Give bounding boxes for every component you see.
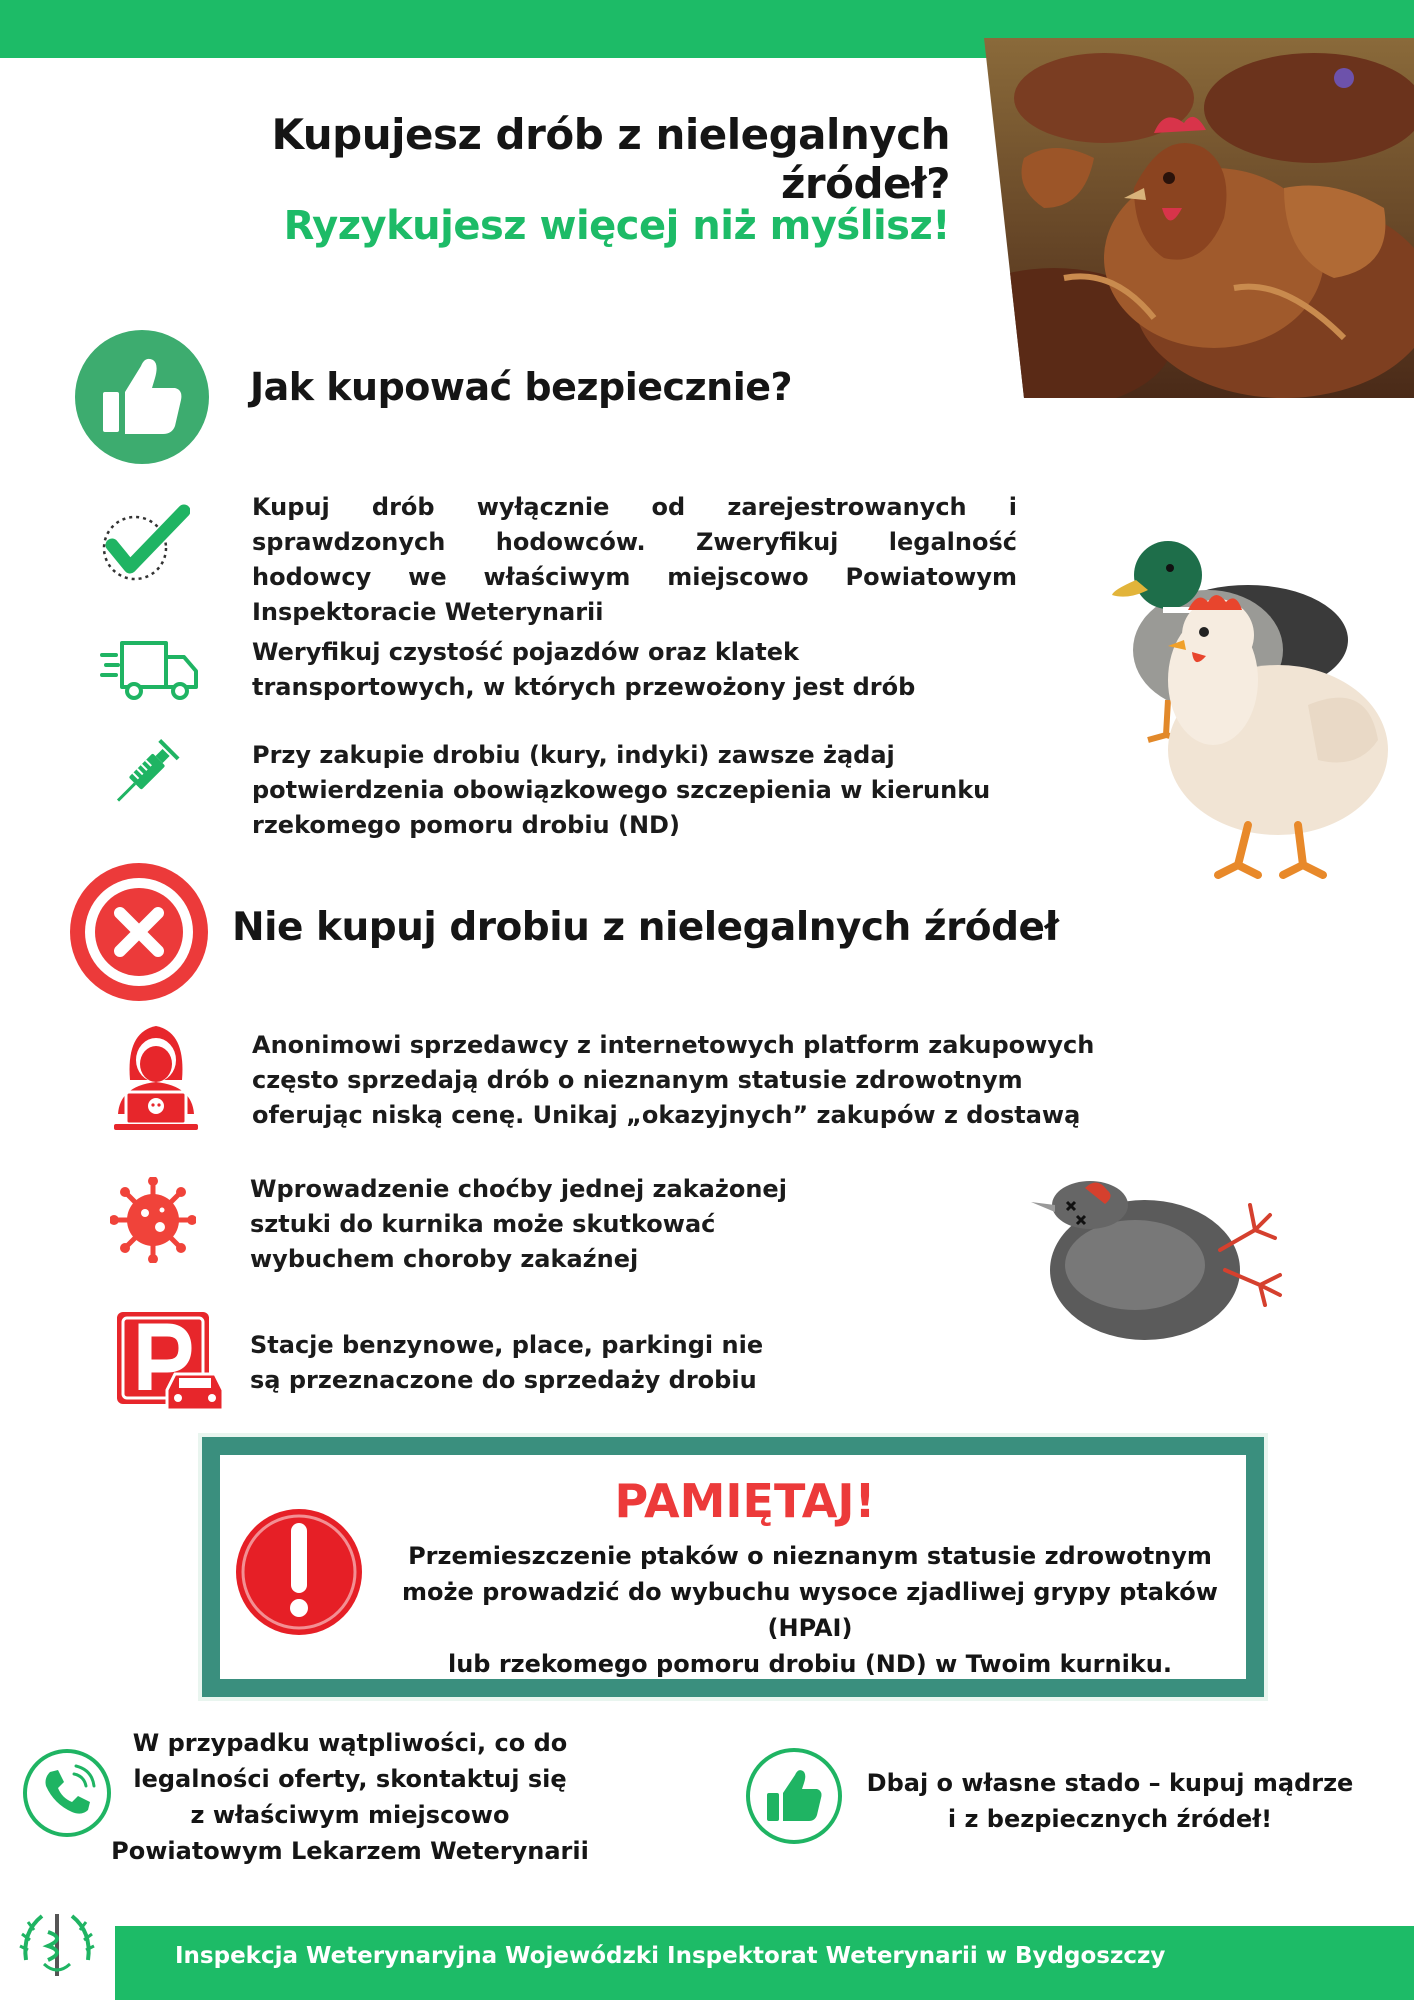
page-title: Kupujesz drób z nielegalnych źródeł? [271,110,950,208]
unsafe-item-1-text: Anonimowi sprzedawcy z internetowych platform zakupowych często sprzedają drób o nieznanym statusie zdrowotnym oferując niską cenę. Unikaj „okazyjnych” zakupów z dostawą [252,1031,1095,1129]
safe-item-3-text: Przy zakupie drobiu (kury, indyki) zawsze żądaj potwierdzenia obowiązkowego szczepienia w kierunku rzekomego pomoru drobiu (ND) [252,741,991,839]
reminder-text [370,1538,1250,1682]
care-line: i z bezpiecznych źródeł! [947,1805,1273,1833]
reminder-line: Przemieszczenie ptaków o nieznanym statusie zdrowotnym [408,1542,1212,1570]
reminder-line: może prowadzić do wybuchu wysoce zjadliwej grypy ptaków (HPAI) [402,1578,1218,1642]
parking-icon [115,1310,233,1414]
check-icon [100,503,190,583]
care-text [860,1765,1360,1837]
unsafe-item-2-text: Wprowadzenie choćby jednej zakażonej sztuki do kurnika może skutkować wybuchem choroby zakaźnej [250,1175,787,1273]
hens-photo [984,38,1414,398]
truck-icon [100,635,200,705]
unsafe-item-3-text: Stacje benzynowe, place, parkingi nie są przeznaczone do sprzedaży drobiu [250,1331,764,1394]
contact-line: W przypadku wątpliwości, co do [132,1729,568,1757]
unsafe-heading: Nie kupuj drobiu z nielegalnych źródeł [232,905,1059,950]
page-subtitle: Ryzykujesz więcej niż myślisz! [283,203,950,249]
reminder-line: lub rzekomego pomoru drobiu (ND) w Twoim kurniku. [447,1650,1172,1678]
thumbs-up-icon [75,330,209,464]
syringe-icon [105,733,190,813]
x-mark-icon [70,863,208,1001]
inspection-emblem-icon [14,1902,100,1988]
care-line: Dbaj o własne stado – kupuj mądrze [866,1769,1354,1797]
contact-line: z właściwym miejscowo [190,1801,510,1829]
hacker-icon [112,1022,200,1132]
dead-hen-illustration [1025,1160,1295,1350]
safe-heading: Jak kupować bezpiecznie? [250,365,793,409]
safe-item-2-text: Weryfikuj czystość pojazdów oraz klatek transportowych, w których przewożony jest drób [252,638,916,701]
exclamation-icon [236,1509,362,1635]
duck-rooster-illustration [1108,530,1388,890]
virus-icon [110,1177,196,1263]
phone-icon [22,1748,112,1838]
thumbs-up-small-icon [745,1747,843,1845]
footer-text: Inspekcja Weterynaryjna Wojewódzki Inspektorat Weterynarii w Bydgoszczy [175,1943,1166,1969]
contact-text [110,1725,590,1869]
contact-line: Powiatowym Lekarzem Weterynarii [111,1837,589,1865]
contact-line: legalności oferty, skontaktuj się [133,1765,567,1793]
safe-item-1-text: Kupuj drób wyłącznie od zarejestrowanych i sprawdzonych hodowców. Zweryfikuj legalność hodowcy we właściwym miejscowo Powiatowym Inspektoracie Weterynarii [252,493,1017,626]
reminder-title: PAMIĘTAJ! [614,1474,876,1528]
